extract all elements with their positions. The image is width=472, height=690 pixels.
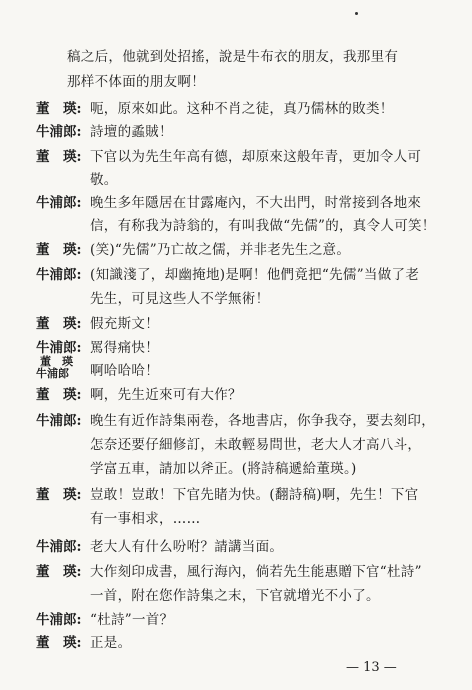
dialogue-line: 老大人有什么吩咐？請講当面。 bbox=[90, 539, 284, 555]
dialogue-line: 一首，附在您作詩集之末，下官就增光不小了。 bbox=[90, 588, 380, 604]
speaker-label: 牛浦郎: bbox=[36, 539, 82, 555]
speaker-label: 董 瑛: bbox=[36, 101, 82, 117]
speaker-label: 牛浦郎: bbox=[36, 340, 82, 356]
speaker-label: 董 瑛: bbox=[36, 635, 82, 651]
ink-dot bbox=[355, 12, 358, 15]
speaker-label: 牛浦郎: bbox=[36, 124, 82, 140]
dialogue-line: 稿之后，他就到处招搖，說是牛布衣的朋友，我那里有 bbox=[67, 49, 399, 65]
dialogue-line: “杜詩”一首？ bbox=[90, 612, 174, 628]
dialogue-line: 正是。 bbox=[90, 635, 132, 651]
dialogue-line: 假充斯文！ bbox=[90, 316, 159, 332]
dialogue-line: 先生，可見这些人不学無術！ bbox=[90, 291, 270, 307]
dialogue-line: 大作刻印成書，風行海內，倘若先生能惠贈下官“杜詩” bbox=[90, 564, 422, 580]
dialogue-line: (笑)“先儒”乃亡故之儒，并非老先生之意。 bbox=[90, 242, 351, 258]
speaker-label: 牛浦郎: bbox=[36, 612, 82, 628]
dialogue-line: 晚生多年隱居在甘露庵內，不大出門，时常接到各地來 bbox=[90, 195, 422, 211]
dialogue-line: 那样不体面的朋友啊！ bbox=[67, 74, 205, 90]
dialogue-line: 呃，原來如此。这种不肖之徒，真乃儒林的敗类！ bbox=[90, 101, 394, 117]
dialogue-line: 啊，先生近來可有大作？ bbox=[90, 387, 242, 403]
speaker-label-stacked-top: 董 瑛 bbox=[40, 355, 73, 368]
speaker-label: 董 瑛: bbox=[36, 564, 82, 580]
speaker-label: 牛浦郎: bbox=[36, 267, 82, 283]
speaker-label: 董 瑛: bbox=[36, 487, 82, 503]
speaker-label-stacked-bottom: 牛浦郎 bbox=[36, 367, 69, 380]
dialogue-line: 怎奈还要仔細修訂，未敢輕易問世，老大人才高八斗， bbox=[90, 437, 422, 453]
speaker-label: 董 瑛: bbox=[36, 149, 82, 165]
dialogue-line: 豈敢！豈敢！下官先睹为快。(翻詩稿)啊，先生！下官 bbox=[90, 487, 419, 503]
dialogue-line: (知識淺了，却幽掩地)是啊！他們竟把“先儒”当做了老 bbox=[90, 267, 420, 283]
dialogue-line: 学富五車，請加以斧正。(將詩稿遞給董瑛。) bbox=[90, 461, 357, 477]
dialogue-line: 晚生有近作詩集兩卷，各地書店，你争我夺，要去刻印， bbox=[90, 413, 435, 429]
speaker-label: 董 瑛: bbox=[36, 387, 82, 403]
dialogue-line: 信，有称我为詩翁的，有叫我做“先儒”的，真令人可笑！ bbox=[90, 218, 436, 234]
dialogue-line: 下官以为先生年高有德，却原來这般年青，更加令人可 bbox=[90, 149, 422, 165]
dialogue-line: 有一事相求，…… bbox=[90, 511, 201, 527]
speaker-label: 牛浦郎: bbox=[36, 195, 82, 211]
speaker-label: 牛浦郎: bbox=[36, 413, 82, 429]
dialogue-line: 敬。 bbox=[90, 172, 118, 188]
dialogue-line: 罵得痛快！ bbox=[90, 340, 159, 356]
speaker-label: 董 瑛: bbox=[36, 242, 82, 258]
dialogue-line: 詩壇的蟊賊！ bbox=[90, 124, 173, 140]
speaker-label: 董 瑛: bbox=[36, 316, 82, 332]
dialogue-line: 啊哈哈哈！ bbox=[90, 363, 159, 379]
page-number: — 13 — bbox=[346, 660, 397, 675]
